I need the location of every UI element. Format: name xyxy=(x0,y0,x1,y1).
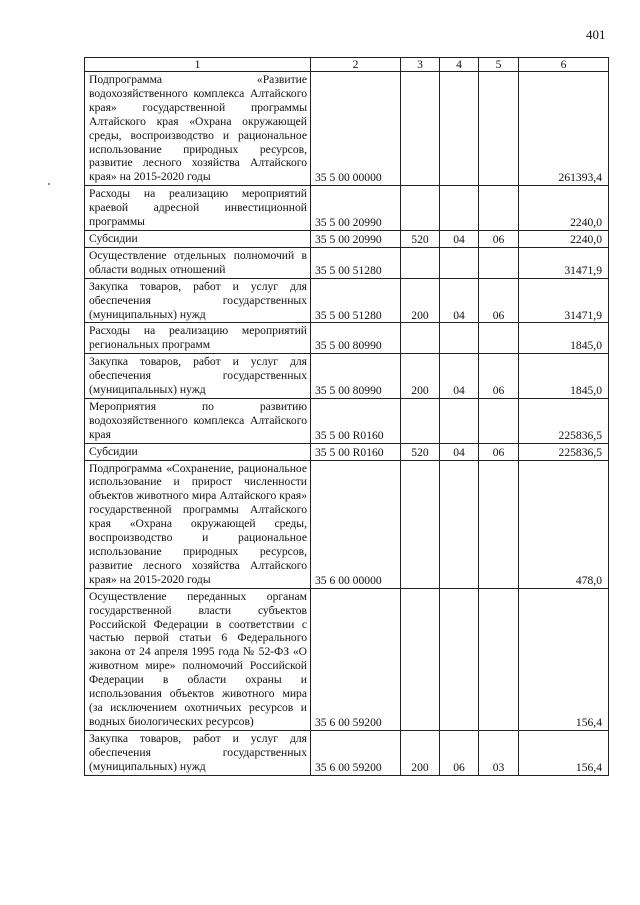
cell-pr: 03 xyxy=(479,730,519,775)
cell-rz xyxy=(440,323,479,354)
table-row xyxy=(85,247,609,278)
col-header-2: 2 xyxy=(311,58,401,72)
cell-name: Субсидии xyxy=(85,230,311,247)
cell-code: 35 5 00 20990 xyxy=(311,186,401,231)
cell-code: 35 6 00 59200 xyxy=(311,588,401,730)
table-row xyxy=(85,72,609,186)
table-row xyxy=(85,588,609,730)
cell-rz: 04 xyxy=(440,230,479,247)
cell-name: Мероприятия по развитию водохозяйственного комплекса Алтайского края xyxy=(85,398,311,443)
cell-sum: 156,4 xyxy=(519,588,609,730)
table-row xyxy=(85,230,609,247)
cell-vr: 520 xyxy=(401,443,440,460)
cell-code: 35 5 00 80990 xyxy=(311,323,401,354)
scan-speck xyxy=(48,183,50,185)
table-row xyxy=(85,278,609,323)
col-header-3: 3 xyxy=(401,58,440,72)
cell-sum: 156,4 xyxy=(519,730,609,775)
cell-code: 35 5 00 R0160 xyxy=(311,443,401,460)
cell-code: 35 5 00 R0160 xyxy=(311,398,401,443)
table-row xyxy=(85,460,609,588)
table-row xyxy=(85,398,609,443)
page-number: 401 xyxy=(586,27,606,42)
col-header-4: 4 xyxy=(440,58,479,72)
cell-pr xyxy=(479,186,519,231)
col-header-5: 5 xyxy=(479,58,519,72)
header-row xyxy=(85,58,609,72)
cell-sum: 2240,0 xyxy=(519,186,609,231)
cell-rz xyxy=(440,460,479,588)
cell-code: 35 5 00 51280 xyxy=(311,278,401,323)
cell-rz: 04 xyxy=(440,354,479,399)
cell-sum: 1845,0 xyxy=(519,323,609,354)
cell-pr xyxy=(479,398,519,443)
cell-vr: 520 xyxy=(401,230,440,247)
cell-sum: 225836,5 xyxy=(519,398,609,443)
cell-pr xyxy=(479,72,519,186)
cell-code: 35 5 00 00000 xyxy=(311,72,401,186)
cell-name: Расходы на реализацию мероприятий краевой адресной инвестиционной программы xyxy=(85,186,311,231)
cell-vr xyxy=(401,588,440,730)
cell-vr xyxy=(401,460,440,588)
cell-rz xyxy=(440,247,479,278)
cell-sum: 31471,9 xyxy=(519,247,609,278)
budget-table xyxy=(84,57,609,776)
cell-sum: 261393,4 xyxy=(519,72,609,186)
cell-rz xyxy=(440,588,479,730)
table-row xyxy=(85,186,609,231)
cell-pr xyxy=(479,323,519,354)
cell-vr xyxy=(401,186,440,231)
cell-rz: 04 xyxy=(440,278,479,323)
cell-vr xyxy=(401,72,440,186)
cell-vr xyxy=(401,247,440,278)
cell-name: Осуществление отдельных полномочий в области водных отношений xyxy=(85,247,311,278)
cell-name: Закупка товаров, работ и услуг для обеспечения государственных (муниципальных) нужд xyxy=(85,278,311,323)
cell-vr xyxy=(401,323,440,354)
col-header-6: 6 xyxy=(519,58,609,72)
cell-rz: 04 xyxy=(440,443,479,460)
cell-name: Закупка товаров, работ и услуг для обеспечения государственных (муниципальных) нужд xyxy=(85,354,311,399)
table-row xyxy=(85,354,609,399)
table-row xyxy=(85,323,609,354)
cell-rz xyxy=(440,398,479,443)
cell-vr: 200 xyxy=(401,354,440,399)
cell-code: 35 6 00 00000 xyxy=(311,460,401,588)
cell-pr: 06 xyxy=(479,354,519,399)
cell-pr xyxy=(479,247,519,278)
cell-vr xyxy=(401,398,440,443)
table-row xyxy=(85,443,609,460)
cell-name: Подпрограмма «Сохранение, рациональное использование и прирост численности объектов животного мира Алтайского края» государственной программы Алтайского края «Охрана окружающей среды, воспроизводство и рациональное использование природных ресурсов, развитие лесного хозяйства Алтайского края» на 2015-2020 годы xyxy=(85,460,311,588)
cell-pr: 06 xyxy=(479,230,519,247)
cell-name: Расходы на реализацию мероприятий региональных программ xyxy=(85,323,311,354)
cell-name: Подпрограмма «Развитие водохозяйственного комплекса Алтайского края» государственной программы Алтайского края «Охрана окружающей среды, воспроизводство и рациональное использование природных ресурсов, развитие лесного хозяйства Алтайского края» на 2015-2020 годы xyxy=(85,72,311,186)
cell-pr xyxy=(479,460,519,588)
cell-code: 35 5 00 51280 xyxy=(311,247,401,278)
cell-rz: 06 xyxy=(440,730,479,775)
cell-sum: 31471,9 xyxy=(519,278,609,323)
table-row xyxy=(85,730,609,775)
cell-sum: 2240,0 xyxy=(519,230,609,247)
cell-code: 35 5 00 80990 xyxy=(311,354,401,399)
cell-pr xyxy=(479,588,519,730)
cell-name: Закупка товаров, работ и услуг для обеспечения государственных (муниципальных) нужд xyxy=(85,730,311,775)
cell-rz xyxy=(440,186,479,231)
cell-name: Осуществление переданных органам государственной власти субъектов Российской Федерации в соответствии с частью первой статьи 6 Федерального закона от 24 апреля 1995 года № 52-ФЗ «О животном мире» полномочий Российской Федерации в области охраны и использования объектов животного мира (за исключением охотничьих ресурсов и водных биологических ресурсов) xyxy=(85,588,311,730)
cell-name: Субсидии xyxy=(85,443,311,460)
cell-rz xyxy=(440,72,479,186)
cell-pr: 06 xyxy=(479,443,519,460)
cell-pr: 06 xyxy=(479,278,519,323)
cell-code: 35 6 00 59200 xyxy=(311,730,401,775)
col-header-1: 1 xyxy=(85,58,311,72)
cell-vr: 200 xyxy=(401,730,440,775)
cell-code: 35 5 00 20990 xyxy=(311,230,401,247)
cell-sum: 225836,5 xyxy=(519,443,609,460)
cell-sum: 478,0 xyxy=(519,460,609,588)
cell-sum: 1845,0 xyxy=(519,354,609,399)
cell-vr: 200 xyxy=(401,278,440,323)
